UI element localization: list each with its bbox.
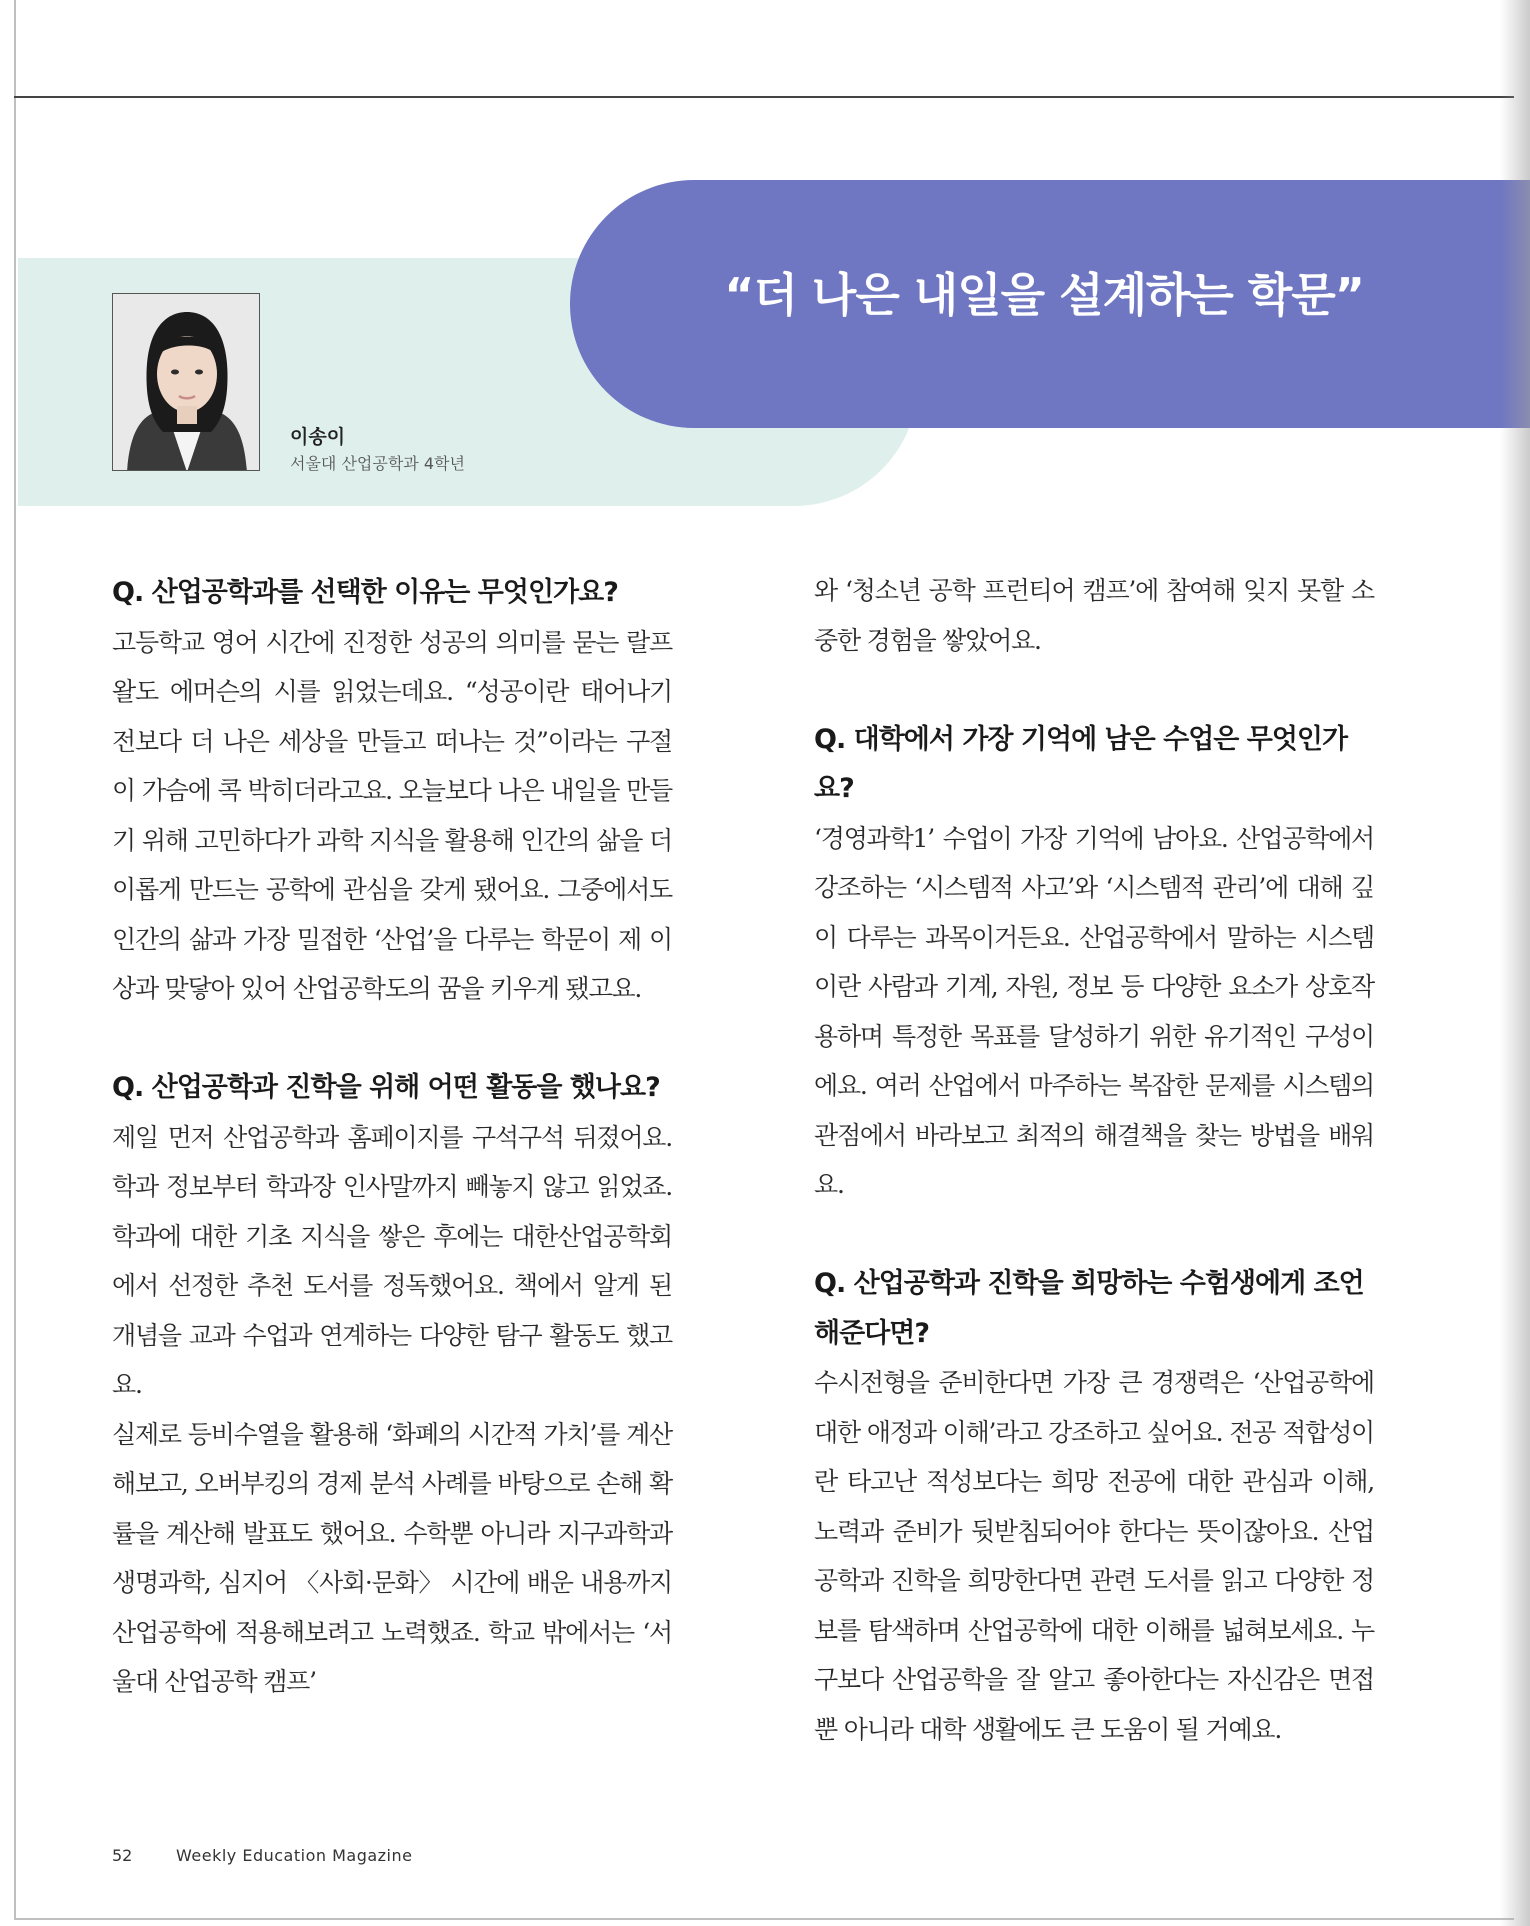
question-heading: Q. 산업공학과를 선택한 이유는 무엇인가요?: [112, 577, 618, 608]
question-heading: Q. 산업공학과 진학을 위해 어떤 활동을 했나요?: [112, 1072, 660, 1103]
paragraph-gap: [814, 1210, 1374, 1260]
headline: “더 나은 내일을 설계하는 학문”: [724, 268, 1364, 322]
answer-paragraph: 와 ‘청소년 공학 프런티어 캠프’에 참여해 잊지 못할 소중한 경험을 쌓았어요.: [814, 576, 1374, 655]
answer-paragraph: ‘경영과학1’ 수업이 가장 기억에 남아요. 산업공학에서 강조하는 ‘시스템적 사고’와 ‘시스템적 관리’에 대해 깊이 다루는 과목이거든요. 산업공학에서 말하는 시스템이란 사람과 기계, 자원, 정보 등 다양한 요소가 상호작용하며 특정한 목표를 달성하기 위한 유기적인 구성이에요. 여러 산업에서 마주하는 복잡한 문제를 시스템의 관점에서 바라보고 최적의 해결책을 찾는 방법을 배워요.: [814, 823, 1374, 1199]
headline-band: [570, 180, 1530, 428]
left-column: [112, 568, 672, 1707]
profile-photo: [112, 293, 260, 471]
page-edge-shade: [1500, 0, 1530, 1926]
paragraph-gap: [112, 1014, 672, 1064]
question-heading: Q. 산업공학과 진학을 희망하는 수험생에게 조언해준다면?: [814, 1268, 1364, 1349]
profile-name: 이송이: [290, 426, 346, 448]
answer-paragraph: 고등학교 영어 시간에 진정한 성공의 의미를 묻는 랄프 왈도 에머슨의 시를 읽었는데요. “성공이란 태어나기 전보다 더 나은 세상을 만들고 떠나는 것”이라는 구절이 가슴에 콕 박히더라고요. 오늘보다 나은 내일을 만들기 위해 고민하다가 과학 지식을 활용해 인간의 삶을 더 이롭게 만드는 공학에 관심을 갖게 됐어요. 그중에서도 인간의 삶과 가장 밀접한 ‘산업’을 다루는 학문이 제 이상과 맞닿아 있어 산업공학도의 꿈을 키우게 됐고요.: [112, 627, 672, 1003]
answer-paragraph: 실제로 등비수열을 활용해 ‘화폐의 시간적 가치’를 계산해보고, 오버부킹의 경제 분석 사례를 바탕으로 손해 확률을 계산해 발표도 했어요. 수학뿐 아니라 지구과학과 생명과학, 심지어 〈사회·문화〉 시간에 배운 내용까지 산업공학에 적용해보려고 노력했죠. 학교 밖에서는 ‘서울대 산업공학 캠프’: [112, 1419, 672, 1696]
paragraph-gap: [814, 665, 1374, 715]
magazine-name: Weekly Education Magazine: [176, 1846, 413, 1865]
answer-paragraph: 제일 먼저 산업공학과 홈페이지를 구석구석 뒤졌어요. 학과 정보부터 학과장 인사말까지 빼놓지 않고 읽었죠. 학과에 대한 기초 지식을 쌓은 후에는 대한산업공학회에서 선정한 추천 도서를 정독했어요. 책에서 알게 된 개념을 교과 수업과 연계하는 다양한 탐구 활동도 했고요.: [112, 1122, 672, 1399]
page-number: 52: [112, 1846, 133, 1865]
question-heading: Q. 대학에서 가장 기억에 남은 수업은 무엇인가요?: [814, 723, 1348, 804]
header-rule: [14, 96, 1514, 98]
right-column: [814, 566, 1374, 1754]
profile-description: 서울대 산업공학과 4학년: [290, 454, 465, 473]
answer-paragraph: 수시전형을 준비한다면 가장 큰 경쟁력은 ‘산업공학에 대한 애정과 이해’라고 강조하고 싶어요. 전공 적합성이란 타고난 적성보다는 희망 전공에 대한 관심과 이해, 노력과 준비가 뒷받침되어야 한다는 뜻이잖아요. 산업공학과 진학을 희망한다면 관련 도서를 읽고 다양한 정보를 탐색하며 산업공학에 대한 이해를 넓혀보세요. 누구보다 산업공학을 잘 알고 좋아한다는 자신감은 면접뿐 아니라 대학 생활에도 큰 도움이 될 거예요.: [814, 1368, 1374, 1744]
